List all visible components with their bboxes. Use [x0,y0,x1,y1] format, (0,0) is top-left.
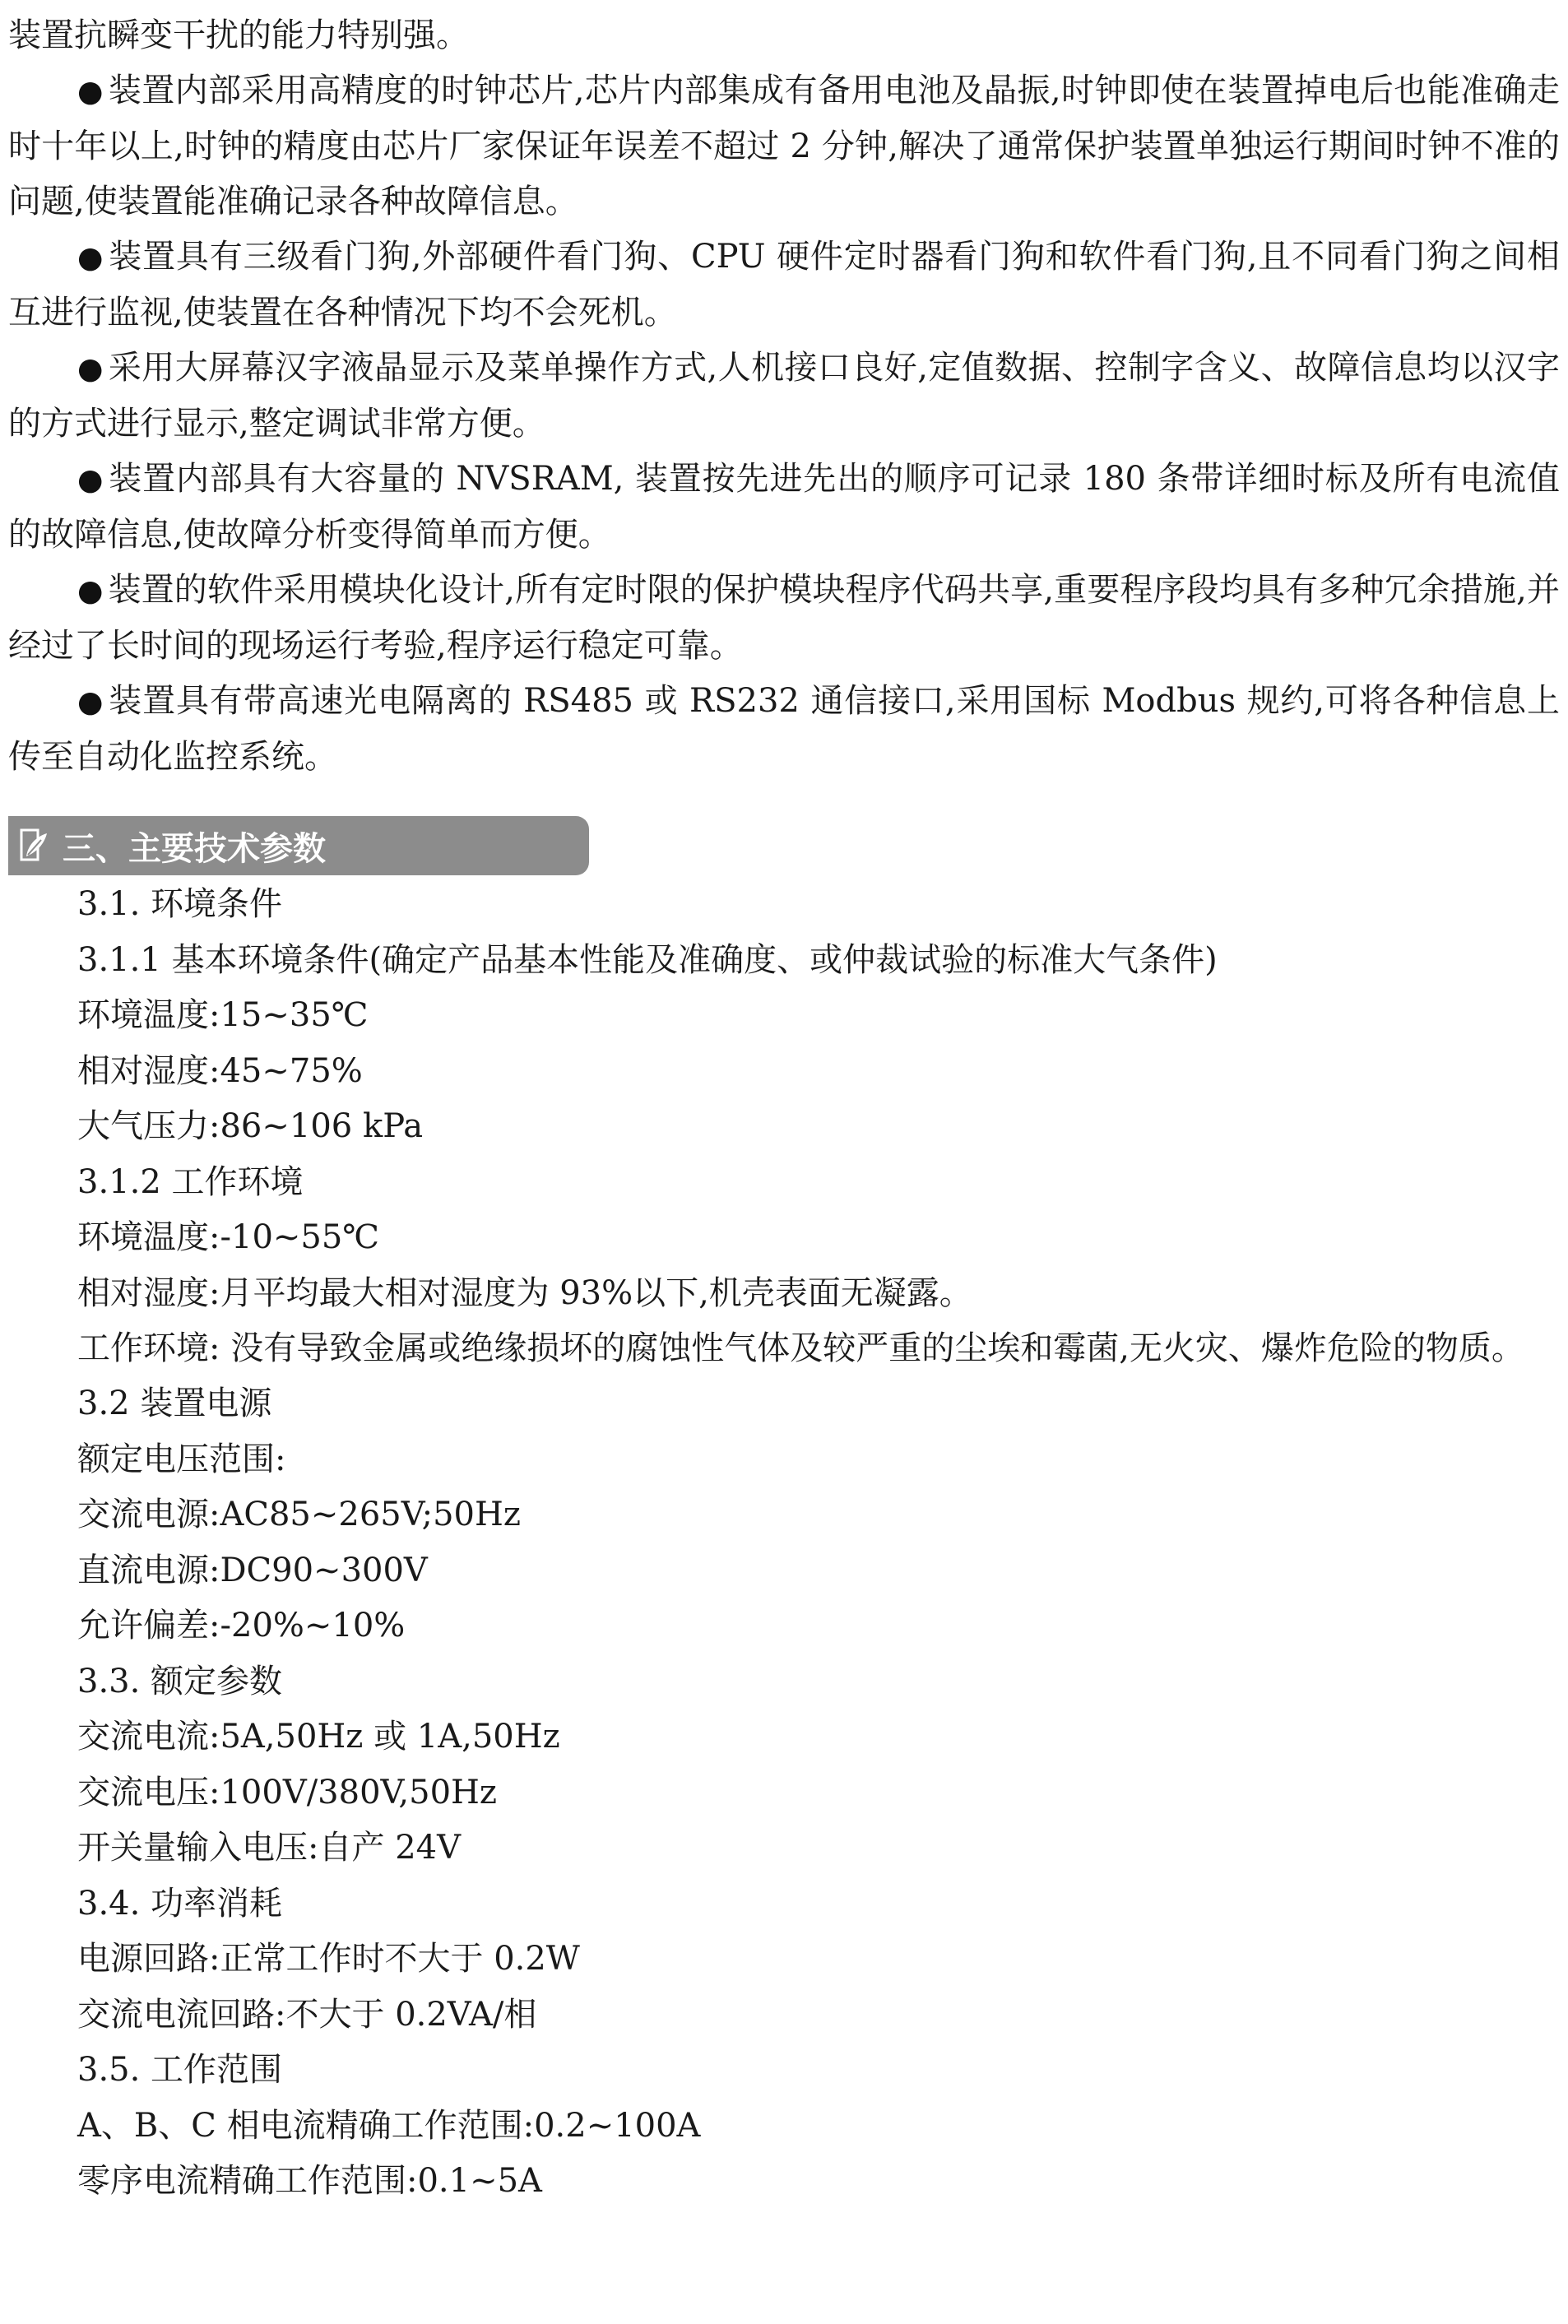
spec-line: 环境温度:15~35℃ [77,996,369,1034]
bullet-dot-icon: ● [77,574,104,608]
feature-bullet-text: 装置具有带高速光电隔离的 RS485 或 RS232 通信接口,采用国标 Modbus 规约,可将各种信息上传至自动化监控系统。 [8,682,1560,776]
bullet-dot-icon: ● [77,685,104,719]
feature-bullet-text: 采用大屏幕汉字液晶显示及菜单操作方式,人机接口良好,定值数据、控制字含义、故障信息均以汉字的方式进行显示,整定调试非常方便。 [8,349,1560,443]
feature-bullet [8,452,1560,563]
feature-bullet-list [8,63,1560,785]
spec-line: 零序电流精确工作范围:0.1~5A [77,2162,542,2200]
spec-line: 3.1.1 基本环境条件(确定产品基本性能及准确度、或仲裁试验的标准大气条件) [77,940,1218,979]
feature-bullet-text: 装置的软件采用模块化设计,所有定时限的保护模块程序代码共享,重要程序段均具有多种冗余措施,并经过了长时间的现场运行考验,程序运行稳定可靠。 [8,571,1560,665]
spec-line: 3.3. 额定参数 [77,1662,283,1700]
intro-fragment: 装置抗瞬变干扰的能力特别强。 [8,16,469,54]
spec-line: 相对湿度:月平均最大相对湿度为 93%以下,机壳表面无凝露。 [77,1273,972,1312]
spec-line: 相对湿度:45~75% [77,1051,363,1090]
spec-line: 交流电压:100V/380V,50Hz [77,1773,497,1811]
spec-line: 环境温度:-10~55℃ [77,1218,380,1256]
feature-bullet [8,674,1560,785]
feature-bullet-text: 装置内部采用高精度的时钟芯片,芯片内部集成有备用电池及晶振,时钟即使在装置掉电后也能准确走时十年以上,时钟的精度由芯片厂家保证年误差不超过 2 分钟,解决了通常保护装置单独运行期间时钟不准的问题,使装置能准确记录各种故障信息。 [8,72,1560,220]
spec-line: 3.1.2 工作环境 [77,1162,304,1201]
leaf-icon [20,828,49,863]
section-title: 三、主要技术参数 [63,829,326,868]
feature-bullet [8,230,1560,341]
spec-line: 开关量输入电压:自产 24V [77,1829,461,1867]
bullet-dot-icon: ● [77,463,104,497]
work-environment-paragraph: 工作环境: 没有导致金属或绝缘损坏的腐蚀性气体及较严重的尘埃和霉菌,无火灾、爆炸危险的物质。 [77,1329,1524,1367]
feature-bullet-text: 装置具有三级看门狗,外部硬件看门狗、CPU 硬件定时器看门狗和软件看门狗,且不同看门狗之间相互进行监视,使装置在各种情况下均不会死机。 [8,238,1560,332]
spec-line: 允许偏差:-20%~10% [77,1607,406,1644]
spec-list [8,877,1560,2210]
spec-line: 大气压力:86~106 kPa [77,1107,424,1145]
spec-line: 3.5. 工作范围 [77,2051,283,2089]
spec-line: 电源回路:正常工作时不大于 0.2W [77,1940,580,1978]
feature-bullet [8,341,1560,452]
bullet-dot-icon: ● [77,352,104,386]
spec-line: A、B、C 相电流精确工作范围:0.2~100A [77,2106,701,2145]
spec-line: 交流电源:AC85~265V;50Hz [77,1496,521,1533]
document-page [8,8,1560,2210]
spec-line: 3.2 装置电源 [77,1385,272,1422]
spec-line: 直流电源:DC90~300V [77,1551,428,1589]
spec-line: 交流电流:5A,50Hz 或 1A,50Hz [77,1718,560,1756]
bullet-dot-icon: ● [77,241,104,275]
feature-bullet-text: 装置内部具有大容量的 NVSRAM, 装置按先进先出的顺序可记录 180 条带详细时标及所有电流值的故障信息,使故障分析变得简单而方便。 [8,460,1561,554]
feature-bullet [8,563,1560,674]
spec-line: 3.4. 功率消耗 [77,1884,283,1923]
spec-line: 交流电流回路:不大于 0.2VA/相 [77,1995,537,2034]
spec-line: 3.1. 环境条件 [77,885,283,923]
section-heading-bar [8,816,589,875]
feature-bullet [8,63,1560,230]
spec-line: 额定电压范围: [77,1440,286,1478]
bullet-dot-icon: ● [77,75,104,109]
